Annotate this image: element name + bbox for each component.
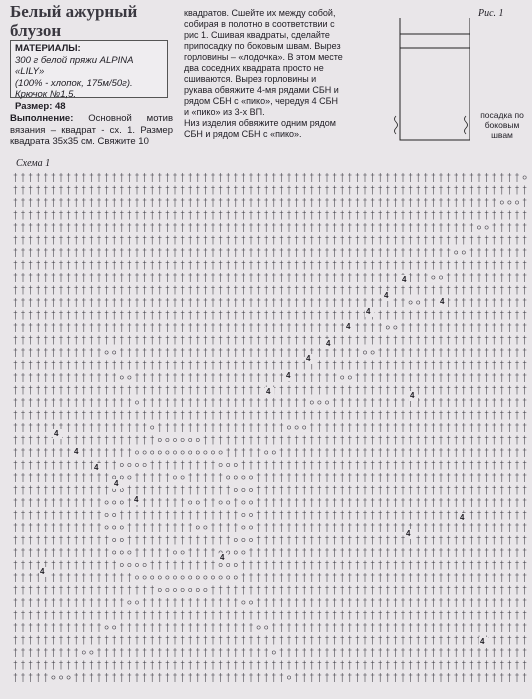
title-line-1: Белый ажурный xyxy=(10,2,138,21)
scheme-marker: 4 xyxy=(306,354,311,363)
instructions-mid-paragraph-1: квадратов. Сшейте их между собой, собирая в полотно в соответствии с рис 1. Сшивая квадраты, сделайте припосадку по боковым швам. Вырез горловины – «лодочка». В этом месте два соседних квадрата просто не сшиваются. Вырез горловины и рукава обвяжите 4-мя рядами СБН и рядом СБН с «пико», чередуя 4 СБН и «пико» из 3-х ВП. xyxy=(184,8,343,117)
instructions-left-text: Основной мотив вязания – квадрат - сх. 1. Размер квадрата 35х35 см. Свяжите 10 xyxy=(10,113,173,147)
instructions-mid-paragraph-2: Низ изделия обвяжите одним рядом СБН и рядом СБН с «пико». xyxy=(184,118,336,139)
materials-hook: Крючок №1,5. xyxy=(15,89,77,100)
scheme-label: Схема 1 xyxy=(16,158,51,169)
materials-size: Размер: 48 xyxy=(15,100,66,112)
scheme-marker: 4 xyxy=(54,429,59,438)
scheme-marker: 4 xyxy=(366,307,371,316)
scheme-marker: 4 xyxy=(94,463,99,472)
scheme-marker: 4 xyxy=(266,387,271,396)
materials-yarn: 300 г белой пряжи ALPINA «LILY» xyxy=(15,54,134,77)
scheme-marker: 4 xyxy=(114,479,119,488)
figure-note: посадка по боковым швам xyxy=(480,110,524,140)
scheme-marker: 4 xyxy=(220,553,225,562)
scheme-marker: 4 xyxy=(480,637,485,646)
scheme-marker: 4 xyxy=(74,447,79,456)
scheme-marker: 4 xyxy=(134,495,139,504)
title-line-2: блузон xyxy=(10,21,62,40)
figure-label: Рис. 1 xyxy=(478,8,504,19)
scheme-marker: 4 xyxy=(286,371,291,380)
scheme-marker: 4 xyxy=(384,291,389,300)
scheme-marker: 4 xyxy=(346,322,351,331)
scheme-marker: 4 xyxy=(402,275,407,284)
materials-header: МАТЕРИАЛЫ: xyxy=(15,43,81,54)
materials-composition: (100% - хлопок, 175м/50г). xyxy=(15,77,133,89)
scheme-marker: 4 xyxy=(410,391,415,400)
scheme-marker: 4 xyxy=(326,339,331,348)
scheme-marker: 4 xyxy=(460,513,465,522)
instructions-label: Выполнение: xyxy=(10,113,74,124)
scheme-marker: 4 xyxy=(40,567,45,576)
stitch-pattern xyxy=(14,173,527,682)
scheme-marker: 4 xyxy=(440,297,445,306)
scheme-marker: 4 xyxy=(406,529,411,538)
